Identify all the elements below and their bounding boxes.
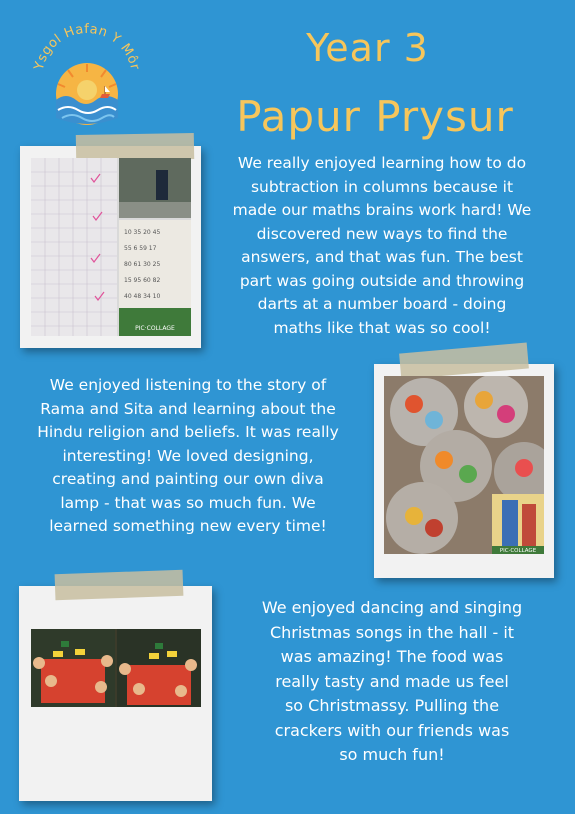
christmas-photo-collage: [31, 629, 201, 707]
text-line: was amazing! The food was: [280, 647, 504, 666]
svg-text:15 95 60 82: 15 95 60 82: [124, 277, 161, 284]
collage-watermark: PIC·COLLAGE: [499, 548, 537, 554]
christmas-paragraph: [222, 596, 562, 768]
text-line: We enjoyed dancing and singing: [261, 598, 523, 617]
text-line: answers, and that was fun. The best: [241, 248, 523, 266]
sun-waves-logo-icon: [28, 22, 146, 130]
text-line: crackers with our friends was: [274, 720, 510, 740]
text-line: Christmas songs in the hall - it: [269, 622, 515, 642]
text-line: so Christmassy. Pulling the: [284, 696, 500, 715]
diva-lamp-photo-frame: [374, 364, 554, 578]
text-line: We enjoyed listening to the story of: [49, 376, 327, 394]
text-line: really tasty and made us feel: [275, 671, 509, 691]
text-line: made our maths brains work hard! We: [232, 201, 532, 219]
text-line: We really enjoyed learning how to do: [237, 154, 527, 172]
collage-watermark: PIC·COLLAGE: [135, 325, 175, 332]
tape-strip: [55, 570, 184, 600]
tape-strip: [76, 133, 194, 161]
svg-text:10 35 20 45: 10 35 20 45: [124, 229, 161, 236]
svg-text:55 6 59 17: 55 6 59 17: [124, 245, 157, 252]
text-line: discovered new ways to find the: [256, 224, 508, 243]
diva-lamp-collage-image: [384, 376, 544, 554]
text-line: creating and painting our own diva: [52, 470, 324, 488]
diva-lamp-photo-collage: [384, 376, 544, 554]
text-line: maths like that was so cool!: [273, 318, 491, 337]
text-line: Hindu religion and beliefs. It was really: [37, 423, 339, 441]
tape-strip: [399, 342, 529, 379]
text-line: learned something new every time!: [49, 517, 327, 535]
school-logo: [28, 22, 146, 130]
year-title: Year 3: [306, 26, 429, 70]
maths-paragraph: [206, 152, 558, 340]
text-line: part was going outside and throwing: [239, 271, 525, 290]
maths-photo-frame: [20, 146, 201, 348]
logo-school-name: Ysgol Hafan Y Môr: [31, 22, 143, 72]
maths-photo-collage: [31, 158, 191, 336]
maths-collage-image: [31, 158, 191, 336]
svg-text:80 61 30 25: 80 61 30 25: [124, 261, 161, 268]
christmas-photo-frame: [19, 586, 212, 801]
svg-text:40 48 34 10: 40 48 34 10: [124, 293, 161, 300]
text-line: subtraction in columns because it: [250, 177, 514, 196]
text-line: so much fun!: [339, 745, 445, 764]
text-line: darts at a number board - doing: [257, 295, 507, 313]
newsletter-title: Papur Prysur: [236, 92, 514, 141]
text-line: interesting! We loved designing,: [62, 446, 314, 465]
christmas-collage-image: [31, 629, 201, 707]
text-line: lamp - that was so much fun. We: [60, 493, 316, 512]
text-line: Rama and Sita and learning about the: [40, 399, 336, 418]
diwali-paragraph: [8, 374, 368, 539]
